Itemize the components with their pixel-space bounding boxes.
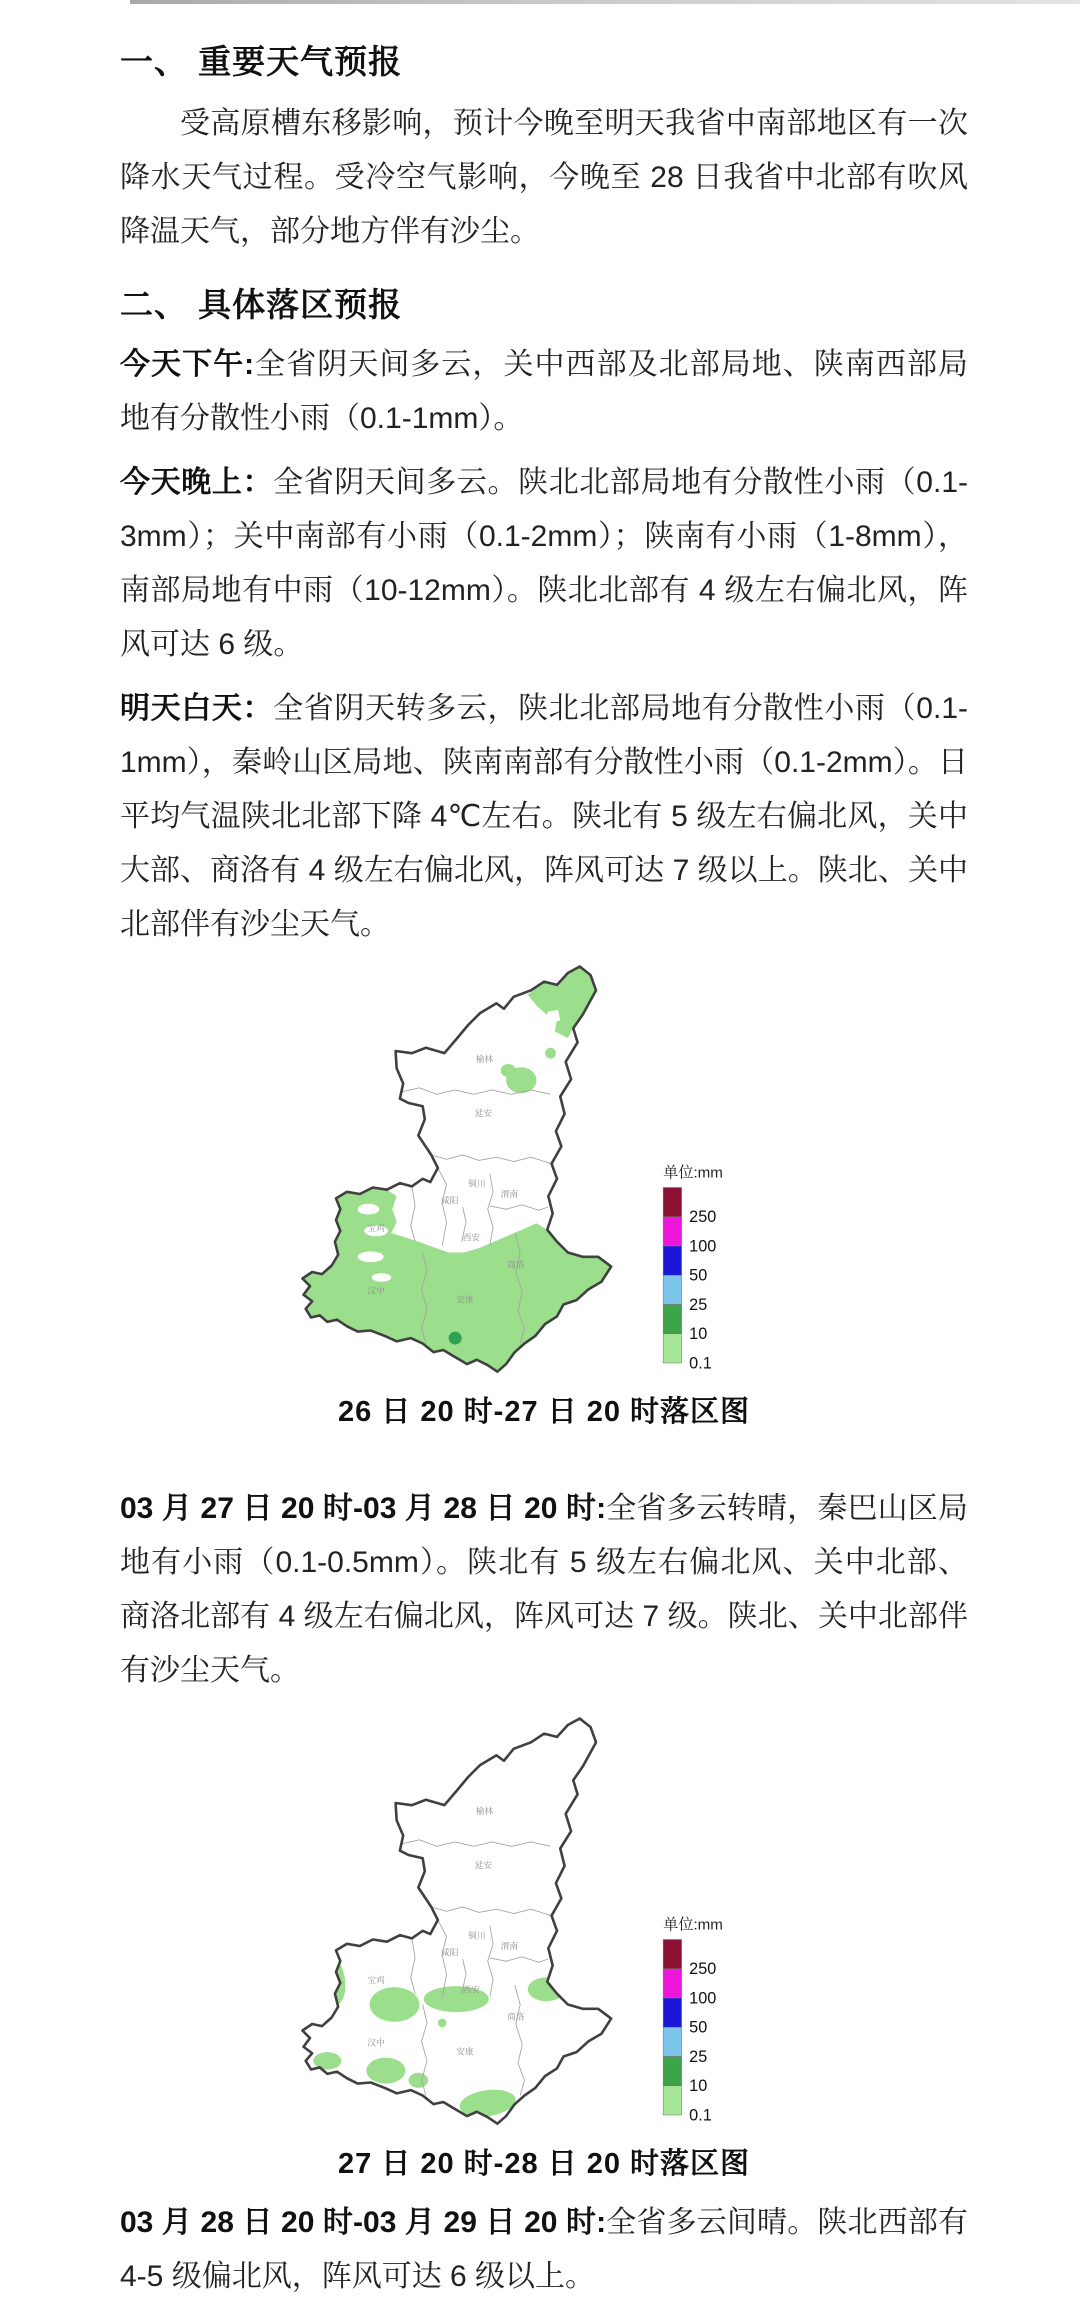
precip-legend (663, 1917, 723, 2125)
legend-value: 10 (689, 1325, 708, 1344)
legend-value: 50 (689, 2018, 708, 2037)
city-label: 西安 (462, 1984, 481, 1995)
paragraph-lead: 今天晚上： (120, 466, 274, 499)
forecast-tomorrow-daytime (120, 682, 968, 952)
legend-swatch (663, 2027, 681, 2056)
precip-map-figure-2 (284, 1714, 804, 2139)
legend-value: 10 (689, 2077, 708, 2096)
precip-map-figure-1 (284, 962, 804, 1387)
forecast-tonight (120, 456, 968, 672)
paragraph-lead: 今天下午: (120, 348, 255, 381)
legend-swatch (663, 1188, 681, 1217)
legend-value: 100 (689, 1237, 717, 1256)
legend-swatch (663, 2057, 681, 2086)
legend-swatch (663, 2086, 681, 2115)
important-forecast-paragraph: 受高原槽东移影响，预计今晚至明天我省中南部地区有一次降水天气过程。受冷空气影响，今晚至 28 日我省中北部有吹风降温天气，部分地方伴有沙尘。 (120, 107, 968, 248)
paragraph-text: 全省多云间晴。陕北西部有 4-5 级偏北风，阵风可达 6 级以上。 (120, 2206, 969, 2293)
legend-title: 单位:mm (663, 1164, 723, 1182)
paragraph-text: 全省阴天转多云，陕北北部局地有分散性小雨（0.1-1mm），秦岭山区局地、陕南南部有分散性小雨（0.1-2mm）。日平均气温陕北北部下降 4℃左右。陕北有 5 级左右偏北风，关中大部、商洛有 4 级左右偏北风，阵风可达 7 级以上。陕北、关中北部伴有沙尘天气。 (120, 692, 968, 941)
city-label: 渭南 (500, 1189, 518, 1200)
city-label: 铜川 (468, 1178, 486, 1189)
city-label: 安康 (456, 2046, 474, 2057)
paragraph-lead: 03 月 28 日 20 时-03 月 29 日 20 时: (120, 2206, 607, 2239)
legend-swatch (663, 1998, 681, 2027)
city-label: 榆林 (475, 1805, 494, 1816)
legend-value: 100 (689, 1989, 717, 2008)
city-label: 宝鸡 (367, 1974, 385, 1985)
legend-swatch (663, 1334, 681, 1363)
section-2-heading: 二、 具体落区预报 (120, 286, 403, 323)
forecast-28th-to-29th (120, 2196, 968, 2304)
section-1-heading: 一、 重要天气预报 (120, 43, 403, 80)
precip-map-1 (284, 962, 804, 1387)
legend-swatch (663, 1275, 681, 1304)
province-shape (302, 1719, 611, 2124)
legend-value: 0.1 (689, 2106, 712, 2125)
legend-swatch (663, 1940, 681, 1969)
legend-swatch (663, 1217, 681, 1246)
legend-swatch (663, 1969, 681, 1998)
legend-swatch (663, 1305, 681, 1334)
legend-value: 250 (689, 1960, 717, 1979)
map-caption-2: 27 日 20 时-28 日 20 时落区图 (337, 2148, 751, 2180)
city-label: 汉中 (367, 2037, 385, 2048)
city-label: 商洛 (507, 2011, 525, 2022)
map-caption-1: 26 日 20 时-27 日 20 时落区图 (337, 1396, 751, 1428)
city-label: 延安 (474, 1860, 492, 1870)
precip-legend (663, 1165, 723, 1373)
city-label: 安康 (456, 1294, 474, 1305)
city-label: 榆林 (475, 1053, 494, 1064)
paragraph-text: 全省多云转晴，秦巴山区局地有小雨（0.1-0.5mm）。陕北有 5 级左右偏北风、关中北部、商洛北部有 4 级左右偏北风，阵风可达 7 级。陕北、关中北部伴有沙尘天气。 (120, 1492, 969, 1687)
legend-value: 250 (689, 1208, 717, 1227)
legend-value: 0.1 (689, 1354, 712, 1373)
city-label: 商洛 (507, 1259, 525, 1270)
legend-swatch (663, 1246, 681, 1275)
paragraph-lead: 明天白天： (120, 692, 274, 725)
city-label: 宝鸡 (367, 1222, 385, 1233)
legend-value: 50 (689, 1266, 708, 1285)
city-label: 咸阳 (441, 1947, 459, 1958)
paragraph-lead: 03 月 27 日 20 时-03 月 28 日 20 时: (120, 1492, 607, 1525)
top-edge-strip (130, 0, 1080, 4)
paragraph-text: 全省阴天间多云，关中西部及北部局地、陕南西部局地有分散性小雨（0.1-1mm）。 (120, 348, 968, 435)
city-label: 渭南 (500, 1941, 518, 1952)
legend-title: 单位:mm (663, 1916, 723, 1934)
city-label: 汉中 (367, 1285, 385, 1296)
city-label: 西安 (462, 1232, 481, 1243)
forecast-27th-to-28th (120, 1482, 968, 1698)
paragraph-text: 全省阴天间多云。陕北北部局地有分散性小雨（0.1-3mm）；关中南部有小雨（0.1-2mm）；陕南有小雨（1-8mm），南部局地有中雨（10-12mm）。陕北北部有 4 级左右偏北风，阵风可达 6 级。 (120, 466, 968, 661)
legend-value: 25 (689, 1295, 708, 1314)
city-label: 咸阳 (441, 1195, 459, 1206)
forecast-this-afternoon (120, 338, 968, 446)
city-label: 延安 (474, 1108, 492, 1118)
legend-value: 25 (689, 2047, 708, 2066)
city-label: 铜川 (468, 1930, 486, 1941)
precip-map-2 (284, 1714, 804, 2139)
